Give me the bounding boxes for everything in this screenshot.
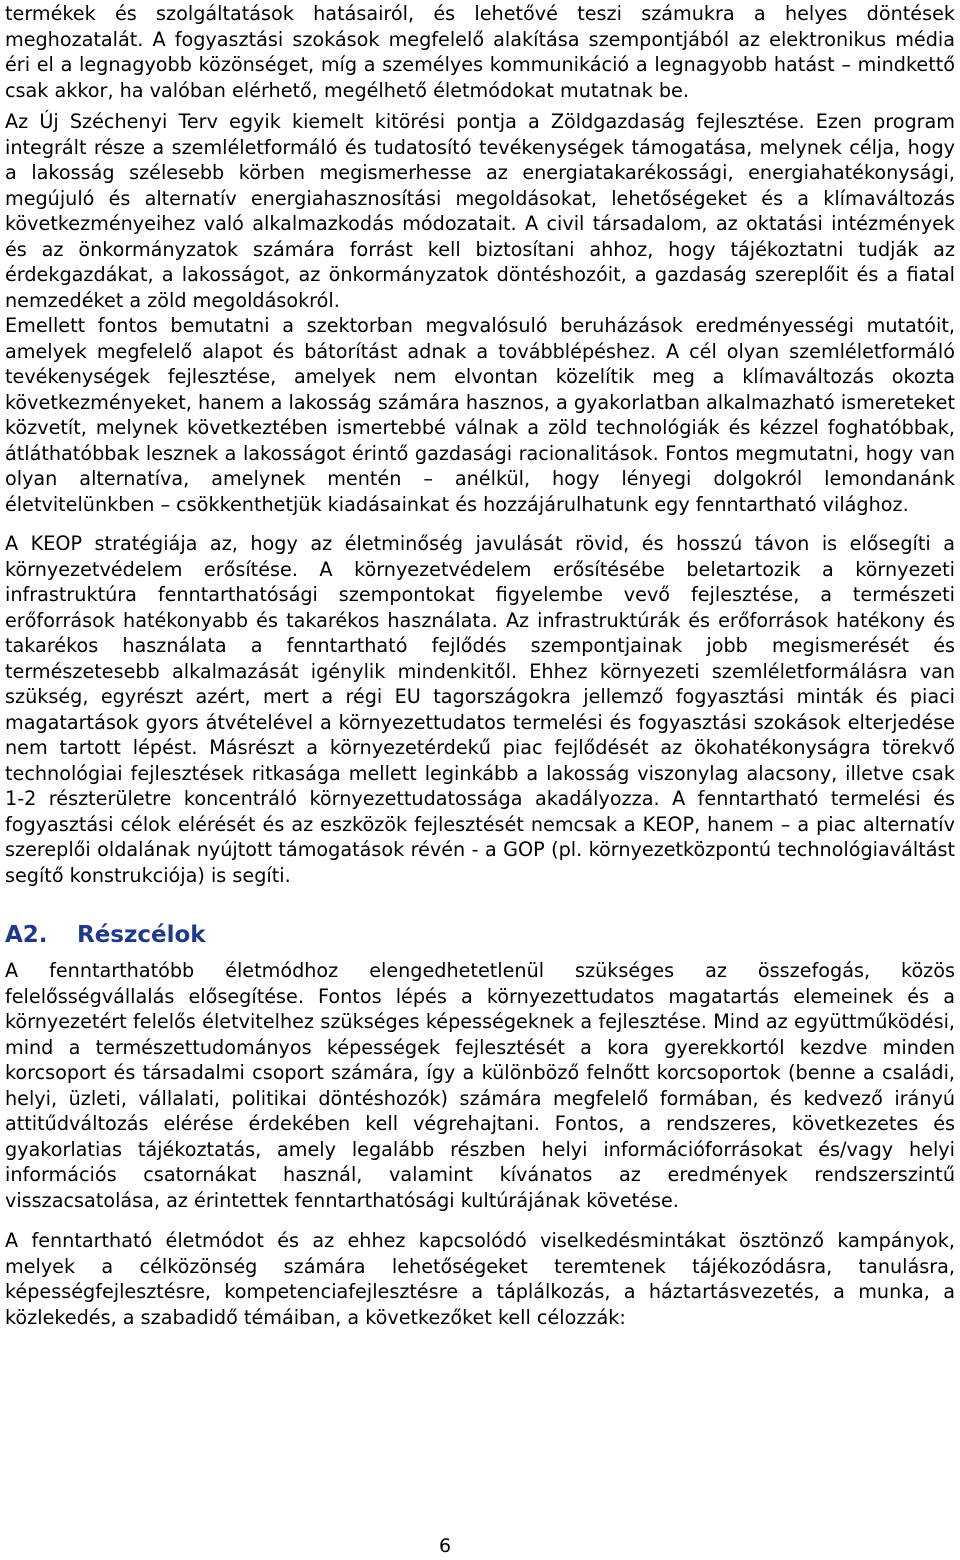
section-title: Részcélok xyxy=(77,922,206,948)
paragraph-consumer-info: termékek és szolgáltatások hatásairól, és lehetővé teszi számukra a helyes döntések meghozatalát. A fogyasztási szokások megfelelő alakítása szempontjából az elektronikus média éri el a legnagyobb közönséget, míg a személyes kommunikáció a legnagyobb hatást – mindkettő csak akkor, ha valóban elérhető, megélhető életmódokat mutatnak be. xyxy=(5,2,955,102)
paragraph-sector-investments: Emellett fontos bemutatni a szektorban megvalósuló beruházások eredményességi mutatóit, amelyek megfelelő alapot és bátorítást adnak a továbblépéshez. A cél olyan szemléletformáló tevékenységek fejlesztése, amelyek nem elvontan közelítik meg a klímaváltozás okozta következményeket, hanem a lakosság számára hasznos, a gyakorlatban alkalmazható ismereteket közvetít, melynek következtében ismertebbé válnak a zöld technológiák és kézzel foghatóbbak, átláthatóbbak lesznek a lakosságot érintő gazdasági racionalitások. Fontos megmutatni, hogy van olyan alternatíva, amelynek mentén – anélkül, hogy lényegi dolgokról lemondanánk életvitelünkben – csökkenthetjük kiadásainkat és hozzájárulhatunk egy fenntartható világhoz. xyxy=(5,314,955,516)
section-heading xyxy=(5,918,955,952)
paragraph-keop-strategy: A KEOP stratégiája az, hogy az életminőség javulását rövid, és hosszú távon is elősegíti a környezetvédelem erősítése. A környezetvédelem erősítésébe beletartozik a környezeti infrastruktúra fenntarthatósági szempontokat figyelembe vevő fejlesztése, a természeti erőforrások hatékonyabb és takarékos használata. Az infrastruktúrák és erőforrások hatékony és takarékos használata a fenntartható fejlődés szempontjainak jobb megismerését és természetesebb alkalmazását igénylik mindenkitől. Ehhez környezeti szemléletformálásra van szükség, egyrészt azért, mert a régi EU tagországokra jellemző fogyasztási minták és piaci magatartások gyors átvételével a környezettudatos termelési és fogyasztási szokások elterjedése nem tartott lépést. Másrészt a környezetérdekű piac fejlődését az ökohatékonyságra törekvő technológiai fejlesztések ritkasága mellett leginkább a lakosság viszonylag alacsony, illetve csak 1-2 részterületre koncentráló környezettudatossága akadályozza. A fenntartható termelési és fogyasztási célok elérését és az eszközök fejlesztését nemcsak a KEOP, hanem – a piac alternatív szereplői oldalának nyújtott támogatások révén - a GOP (pl. környezetközpontú technológiaváltást segítő konstrukciója) is segíti. xyxy=(5,532,955,887)
paragraph-campaigns: A fenntartható életmódot és az ehhez kapcsolódó viselkedésmintákat ösztönző kampányok, melyek a célközönség számára lehetőségeket teremtenek tájékozódásra, tanulásra, képességfejlesztésre, kompetenciafejlesztésre a táplálkozás, a háztartásvezetés, a munka, a közlekedés, a szabadidő témáiban, a következőket kell célozzák: xyxy=(5,1229,955,1329)
section-number: A2. xyxy=(5,922,48,948)
paragraph-szechenyi-plan: Az Új Széchenyi Terv egyik kiemelt kitörési pontja a Zöldgazdaság fejlesztése. Ezen program integrált része a szemléletformáló és tudatosító tevékenységek támogatása, melynek célja, hogy a lakosság szélesebb körben megismerhesse az energiatakarékossági, energiahatékonysági, megújuló és alternatív energiahasznosítási megoldásokat, lehetőségeket és a klímaváltozás következményeihez való alkalmazkodás módozatait. A civil társadalom, az oktatási intézmények és az önkormányzatok számára forrást kell biztosítani ahhoz, hogy tájékoztatni tudják az érdekgazdákat, a lakosságot, az önkormányzatok döntéshozóit, a gazdaság szereplőit és a fiatal nemzedéket a zöld megoldásokról. xyxy=(5,110,955,312)
paragraph-sustainable-lifestyle: A fenntarthatóbb életmódhoz elengedhetetlenül szükséges az összefogás, közös felelősségvállalás elősegítése. Fontos lépés a környezettudatos magatartás elemeinek és a környezetért felelős életvitelhez szükséges képességeknek a fejlesztése. Mind az együttműködési, mind a természettudományos képességek fejlesztését a kora gyerekkortól kezdve minden korcsoport és társadalmi csoport számára, így a különböző felnőtt korcsoportok (benne a családi, helyi, üzleti, vállalati, politikai döntéshozók) számára megfelelő formában, és kedvező irányú attitűdváltozás elérése érdekében kell végrehajtani. Fontos, a rendszeres, következetes és gyakorlatias tájékoztatás, amely legalább részben helyi információforrásokat és/vagy helyi információs csatornákat használ, valamint kívánatos az eredmények rendszerszintű visszacsatolása, az érintettek fenntarthatósági kultúrájának követése. xyxy=(5,959,955,1212)
page-number: 6 xyxy=(438,1535,452,1557)
page-content xyxy=(5,0,955,1330)
